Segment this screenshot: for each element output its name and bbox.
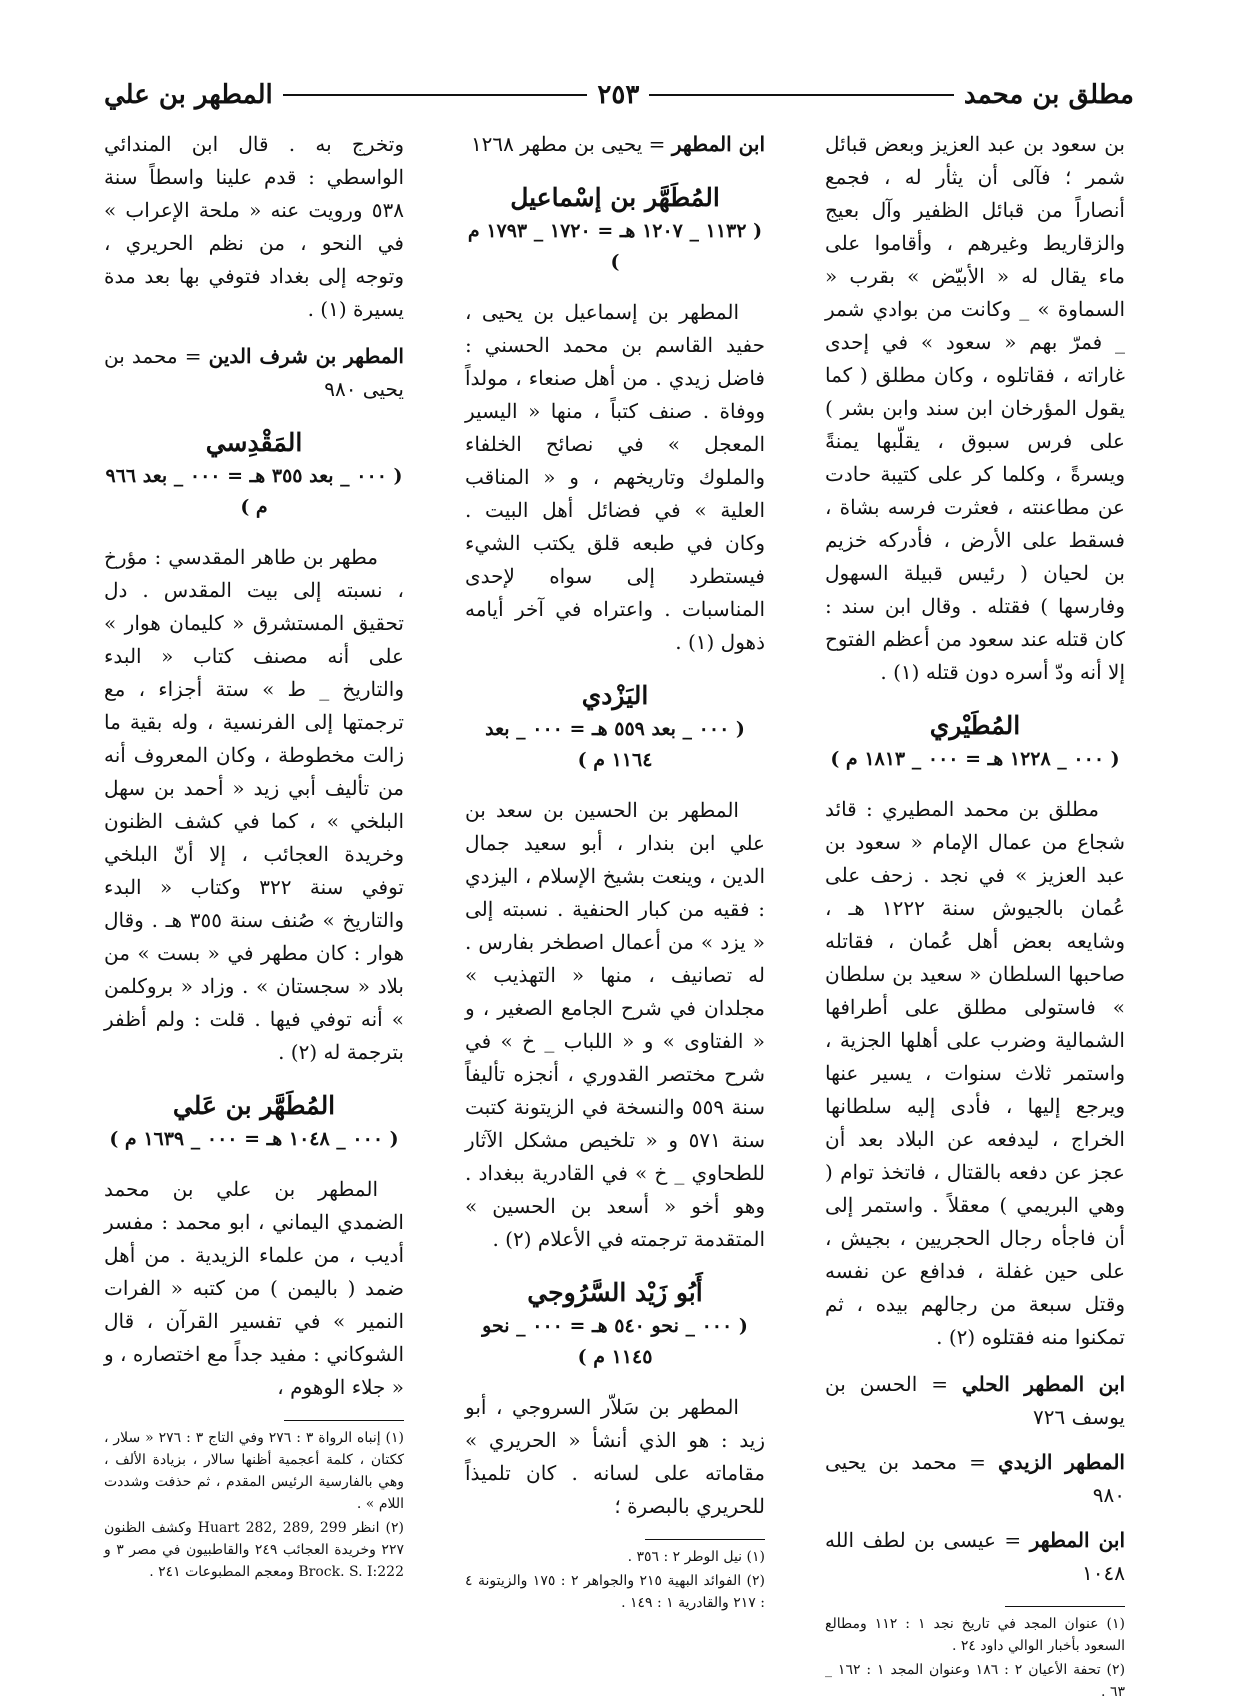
col3-footnote-rule (284, 1420, 404, 1421)
col3-paragraph-3: المطهر بن علي بن محمد الضمدي اليماني ، ابو محمد : مفسر أديب ، من علماء الزيدية . من أهل ضمد ( باليمن ) من كتبه « الفرات النمير » في تفسير القرآن ، قال الشوكاني : مفيد جداً مع اختصاره ، و « جلاء الوهوم ، (104, 1177, 404, 1399)
col3-crossref-1 (104, 340, 404, 406)
col3-entry-title-3: المُطَهَّر بن عَلي (172, 1091, 336, 1120)
col1-crossref-3-ref: = عيسى بن لطف الله ١٠٤٨ (825, 1528, 1125, 1585)
column-middle (465, 128, 765, 1618)
header-rule-right (649, 94, 954, 96)
col1-crossref-1 (825, 1368, 1125, 1434)
col1-entry-title-2: المُطَيْري (929, 711, 1021, 740)
col2-footnote-rule (645, 1539, 765, 1540)
col2-entry-title-1: المُطَهَّر بن إسْماعيل (510, 183, 720, 212)
col1-paragraph-2: مطلق بن محمد المطيري : قائد شجاع من عمال الإمام « سعود بن عبد العزيز » في نجد . زحف على عُمان بالجيوش سنة ١٢٢٢ هـ ، وشايعه بعض أهل عُمان ، فقاتله صاحبها السلطان « سعيد بن سلطان » فاستولى مطلق على أطرافها الشمالية وضرب على أهلها الجزية ، واستمر ثلاث سنوات ، يسير عنها ويرجع إليها ، فأدى إليه سلطانها الخراج ، ليدفعه عن البلاد بعد أن عجز عن دفعه بالقتال ، فاتخذ توام ( وهي البريمي ) معقلاً . واستمر إلى أن فاجأه رجال الحجريين ، بجيش ، على حين غفلة ، فدافع عن نفسه وقتل سبعة من رجالهم بيده ، ثم تمكنوا منه فقتلوه (٢) . (825, 797, 1126, 1349)
running-header (104, 78, 1134, 112)
col2-entry-title-2: اليَزْدي (581, 681, 649, 710)
col2-entry-dates-3: ( ٠٠٠ _ نحو ٥٤٠ هـ = ٠٠٠ _ نحو ١١٤٥ م ) (482, 1315, 748, 1368)
col1-crossref-2-name: المطهر الزيدي (997, 1450, 1125, 1474)
col3-paragraph-2: مطهر بن طاهر المقدسي : مؤرخ ، نسبته إلى بيت المقدس . دل تحقيق المستشرق « كليمان هوار » على أنه مصنف كتاب « البدء والتاريخ _ ط » ستة أجزاء ، مع ترجمتها إلى الفرنسية ، وله بقية ما زالت مخطوطة ، وكان المعروف أنه من تأليف أبي زيد « أحمد بن سهل البلخي » ، كما في كشف الظنون وخريدة العجائب ، إلا أنّ البلخي توفي سنة ٣٢٢ وكتاب « البدء والتاريخ » صُنف سنة ٣٥٥ هـ . وقال هوار : كان مطهر في « بست » من بلاد « سجستان » . وزاد « بروكلمن » أنه توفي فيها . قلت : ولم أظفر بترجمة له (٢) . (104, 545, 404, 1064)
page-number: ٢٥٣ (597, 80, 640, 110)
col2-crossref-1-ref: = يحيى بن مطهر ١٢٦٨ (470, 132, 666, 156)
col1-paragraph-1: بن سعود بن عبد العزيز وبعض قبائل شمر ؛ فآلى أن يثأر له ، فجمع أنصاراً من قبائل الظفير وآل بعيج والزقاريط وغيرهم ، وأقاموا على ماء يقال له « الأبيّض » بقرب « السماوة » _ وكانت من بوادي شمر _ فمرّ بهم « سعود » في إحدى غاراته ، فقاتلوه ، وكان مطلق ( كما يقول المؤرخان ابن سند وابن بشر ) على فرس سبوق ، يقلّبها يمنةً ويسرةً ، وكلما كر على كتيبة حادت عن مطاعنته ، فعثرت فرسه بشاة ، فسقط على الأرض ، فأدركه خزيم بن لحيان ( رئيس قبيلة السهول وفارسها ) فقتله . وقال ابن سند : كان قتله عند سعود من أعظم الفتوح إلا أنه ودّ أسره دون قتله (١) . (825, 132, 1125, 684)
header-right-title: مطلق بن محمد (963, 80, 1134, 110)
column-left (104, 128, 404, 1618)
col1-crossref-1-ref: = الحسن بن يوسف ٧٢٦ (825, 1372, 1125, 1429)
col3-entry-title-2: المَقْدِسي (205, 428, 303, 457)
col2-footnote-2: (٢) الفوائد البهية ٢١٥ والجواهر ٢ : ١٧٥ والزيتونة ٤ : ٢١٧ والقادرية ١ : ١٤٩ . (465, 1573, 765, 1611)
col1-crossref-3 (825, 1524, 1125, 1590)
col1-footnote-rule (1005, 1606, 1125, 1607)
col1-crossref-2 (825, 1446, 1125, 1512)
col2-paragraph-2: المطهر بن الحسين بن سعد بن علي ابن بندار ، أبو سعيد جمال الدين ، وينعت بشيخ الإسلام ، اليزدي : فقيه من كبار الحنفية . نسبته إلى « يزد » من أعمال اصطخر بفارس . له تصانيف ، منها « التهذيب » مجلدان في شرح الجامع الصغير ، و « الفتاوى » و « اللباب _ خ » في شرح مختصر القدوري ، أنجزه تأليفاً سنة ٥٥٩ والنسخة في الزيتونة كتبت سنة ٥٧١ و « تلخيص مشكل الآثار للطحاوي _ خ » في القادرية ببغداد . وهو أخو « أسعد بن الحسين » المتقدمة ترجمته في الأعلام (٢) . (465, 798, 766, 1251)
col2-entry-dates-1: ( ١١٣٢ _ ١٢٠٧ هـ = ١٧٢٠ _ ١٧٩٣ م ) (467, 220, 763, 273)
header-rule-left (283, 94, 588, 96)
col2-entry-dates-2: ( ٠٠٠ _ بعد ٥٥٩ هـ = ٠٠٠ _ بعد ١١٦٤ م ) (485, 718, 745, 771)
col2-crossref-1 (465, 128, 765, 161)
col3-entry-dates-3: ( ٠٠٠ _ ١٠٤٨ هـ = ٠٠٠ _ ١٦٣٩ م ) (109, 1128, 399, 1150)
column-right (825, 128, 1126, 1700)
col1-crossref-1-name: ابن المطهر الحلي (961, 1372, 1126, 1396)
col1-footnote-2: (٢) تحفة الأعيان ٢ : ١٨٦ وعنوان المجد ١ : ١٦٢ _ ٦٣ . (825, 1662, 1126, 1700)
col3-entry-dates-2: ( ٠٠٠ _ بعد ٣٥٥ هـ = ٠٠٠ _ بعد ٩٦٦ م ) (105, 465, 403, 518)
col1-crossref-3-name: ابن المطهر (1029, 1528, 1126, 1552)
col2-entry-title-3: أَبُو زَيْد السَّرُوجي (527, 1278, 703, 1307)
col1-crossref-2-ref: = محمد بن يحيى ٩٨٠ (825, 1450, 1125, 1507)
col2-crossref-1-name: ابن المطهر (671, 132, 765, 156)
col1-entry-dates-2: ( ٠٠٠ _ ١٢٢٨ هـ = ٠٠٠ _ ١٨١٣ م ) (830, 748, 1120, 770)
col3-footnote-1: (١) إنباه الرواة ٣ : ٢٧٦ وفي التاج ٣ : ٢٧٦ « سلار ، ككتان ، كلمة أعجمية أظنها سالار ، بزيادة الألف ، وهي بالفارسية الرئيس المقدم ، ثم حذفت وشددت اللام » . (104, 1430, 404, 1512)
col3-paragraph-1: وتخرج به . قال ابن المندائي الواسطي : قدم علينا واسطاً سنة ٥٣٨ ورويت عنه « ملحة الإعراب » في النحو ، من نظم الحريري ، وتوجه إلى بغداد فتوفي بها بعد مدة يسيرة (١) . (104, 132, 404, 321)
col3-crossref-1-name: المطهر بن شرف الدين (208, 344, 404, 368)
col3-footnote-2: (٢) انظر Huart 282, 289, 299 وكشف الظنون ٢٢٧ وخريدة العجائب ٢٤٩ والقاطبيون في مصر ٣ و Brock. S. I:222 ومعجم المطبوعات ٢٤١ . (104, 1520, 405, 1580)
col2-paragraph-3: المطهر بن سَلاّر السروجي ، أبو زيد : هو الذي أنشأ « الحريري » مقاماته على لسانه . كان تلميذاً للحريري بالبصرة ؛ (465, 1395, 765, 1518)
col3-crossref-1-ref: = محمد بن يحيى ٩٨٠ (104, 344, 404, 401)
header-left-title: المطهر بن علي (104, 80, 273, 110)
col2-footnote-1: (١) نيل الوطر ٢ : ٣٥٦ . (627, 1549, 765, 1565)
col1-footnote-1: (١) عنوان المجد في تاريخ نجد ١ : ١١٢ ومطالع السعود بأخبار الوالي داود ٢٤ . (825, 1616, 1125, 1654)
col2-paragraph-1: المطهر بن إسماعيل بن يحيى ، حفيد القاسم بن محمد الحسني : فاضل زيدي . من أهل صنعاء ، مولداً ووفاة . صنف كتباً ، منها « اليسير المعجل » في نصائح الخلفاء والملوك وتاريخهم ، و « المناقب العلية » في فضائل أهل البيت . وكان في طبعه قلق يكتب الشيء فيستطرد إلى سواه لإحدى المناسبات . واعتراه في آخر أيامه ذهول (١) . (465, 300, 765, 654)
